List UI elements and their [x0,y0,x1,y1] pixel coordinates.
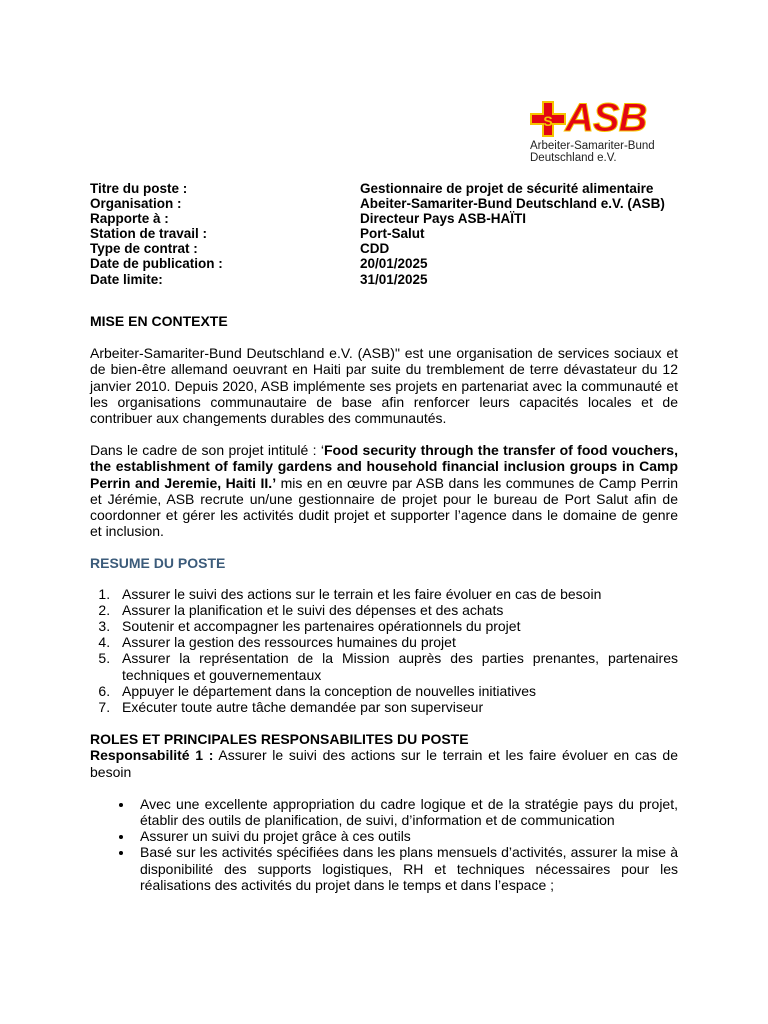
info-value: CDD [360,241,390,257]
samaritan-cross-icon [530,101,566,137]
responsibility-1-text: Assurer le suivi des actions sur le terrain et les faire évoluer en cas de besoin [90,747,678,780]
context-paragraph-2-start: Dans le cadre de son projet intitulé : ‘ [90,442,324,459]
logo-subtitle [530,140,655,164]
info-value: 20/01/2025 [360,256,428,272]
bullet-item: • Avec une excellente appropriation du cadre logique et de la stratégie pays du projet, établir des outils de planification, de suivi, d’information et de communication [134,796,678,828]
summary-item: 6. Appuyer le département dans la conception de nouvelles initiatives [114,683,678,699]
summary-list [90,586,678,716]
info-row-publication-date [90,256,665,271]
info-row-reports-to [90,211,665,226]
info-row-title [90,181,665,196]
logo-subtitle-line1: Arbeiter-Samariter-Bund [530,140,655,152]
info-label: Organisation : [90,196,182,212]
info-value: Port-Salut [360,226,425,242]
summary-item: 4. Assurer la gestion des ressources humaines du projet [114,634,678,650]
summary-item: 1. Assurer le suivi des actions sur le terrain et les faire évoluer en cas de besoin [114,586,678,602]
context-heading: MISE EN CONTEXTE [90,313,228,329]
info-row-contract [90,241,665,256]
info-label: Station de travail : [90,226,208,242]
responsibility-1 [90,747,678,779]
info-value: Abeiter-Samariter-Bund Deutschland e.V. (ASB) [360,196,665,212]
info-row-station [90,226,665,241]
project-title: Food security through the transfer of food vouchers, the establishment of family gardens and household financial inclusion groups in Camp Perrin and Jeremie, Haiti II.’ [90,442,678,491]
context-paragraph-2-end: mis en en œuvre par ASB dans les communes de Camp Perrin et Jérémie, ASB recrute un/une gestionnaire de projet pour le bureau de Port Salut afin de coordonner et gérer les activités dudit projet et supporter l’agence dans le domaine de genre et inclusion. [90,474,678,540]
responsibility-1-label: Responsabilité 1 : [90,747,214,764]
info-label: Rapporte à : [90,211,169,227]
context-paragraph-1: Arbeiter-Samariter-Bund Deutschland e.V. (ASB)" est une organisation de services sociaux et de bien-être allemand oeuvrant en Haiti par suite du tremblement de terre dévastateur du 12 janvier 2010. Depuis 2020, ASB implémente ses projets en partenariat avec la communauté et les organisations communautaire de base afin renforcer leurs capacités locales et de contribuer aux changements durables des communautés. [90,345,678,427]
bullet-item: • Assurer un suivi du projet grâce à ces outils [134,828,678,844]
asb-logo [530,96,690,165]
summary-item: 7. Exécuter toute autre tâche demandée par son superviseur [114,699,678,715]
summary-heading: RESUME DU POSTE [90,555,226,572]
logo-subtitle-line2: Deutschland e.V. [530,152,617,164]
summary-item: 3. Soutenir et accompagner les partenaires opérationnels du projet [114,618,678,634]
responsibility-1-bullets [90,796,678,893]
logo-mark-letter: S [543,113,553,129]
summary-item: 2. Assurer la planification et le suivi des dépenses et des achats [114,602,678,618]
context-paragraph-2 [90,442,678,539]
roles-heading: ROLES ET PRINCIPALES RESPONSABILITES DU POSTE [90,731,469,748]
info-row-deadline [90,272,665,287]
bullet-item: • Basé sur les activités spécifiées dans les plans mensuels d’activités, assurer la mise à disponibilité des supports logistiques, RH et techniques nécessaires pour les réalisations des activités du projet dans le temps et dans l’espace ; [134,844,678,893]
summary-item: 5. Assurer la représentation de la Mission auprès des parties prenantes, partenaires techniques et gouvernementaux [114,650,678,682]
info-row-organisation [90,196,665,211]
info-value: 31/01/2025 [360,271,428,287]
info-label: Date limite: [90,271,163,287]
info-value: Directeur Pays ASB-HAÏTI [360,211,527,227]
info-label: Titre du poste : [90,181,188,196]
info-label: Date de publication : [90,256,223,272]
logo-brand: ASB [565,96,647,140]
document-body [90,313,678,893]
job-info-table [90,181,665,287]
info-value: Gestionnaire de projet de sécurité alimentaire [360,181,654,196]
info-label: Type de contrat : [90,241,198,257]
